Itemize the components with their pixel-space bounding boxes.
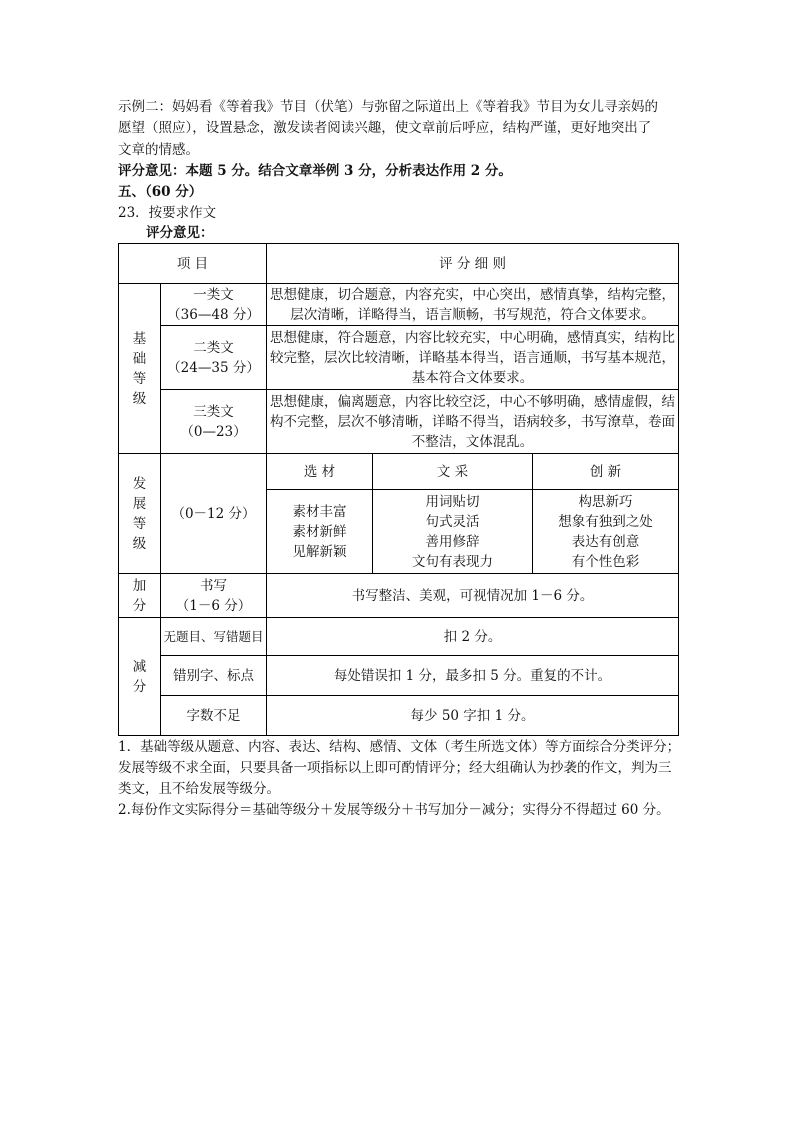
header-rules: 评 分 细 则 xyxy=(267,244,679,284)
question-title: 23．按要求作文 xyxy=(118,205,217,221)
note-2: 2.每份作文实际得分＝基础等级分＋发展等级分＋书写加分－减分；实得分不得超过 60 分。 xyxy=(118,802,670,818)
tier2-label: 二类文 （24—35 分） xyxy=(161,326,267,390)
add-description: 书写整洁、美观，可视情况加 1－6 分。 xyxy=(267,574,679,618)
tier1-description: 思想健康，切合题意，内容充实，中心突出，感情真挚，结构完整，层次清晰，详略得当，语言顺畅，书写规范，符合文体要求。 xyxy=(267,284,679,326)
header-item: 项 目 xyxy=(119,244,267,284)
dev-col-style-items: 用词贴切 句式灵活 善用修辞 文句有表现力 xyxy=(373,490,533,574)
sub3-label: 字数不足 xyxy=(161,696,267,736)
dev-col-style-header: 文 采 xyxy=(373,454,533,490)
intro-line-1: 示例二：妈妈看《等着我》节目（伏笔）与弥留之际道出上《等着我》节目为女儿寻亲妈的 xyxy=(118,99,658,115)
sub3-description: 每少 50 字扣 1 分。 xyxy=(267,696,679,736)
note-1: 1．基础等级从题意、内容、表达、结构、感情、文体（考生所选文体）等方面综合分类评分；发展等级不求全面，只要具备一项指标以上即可酌情评分；经大组确认为抄袭的作文，判为三类文，且不给发展等级分。 xyxy=(118,739,681,797)
sub1-description: 扣 2 分。 xyxy=(267,618,679,656)
tier1-label: 一类文 （36—48 分） xyxy=(161,284,267,326)
table-row xyxy=(119,390,679,454)
tier3-description: 思想健康，偏离题意，内容比较空泛，中心不够明确，感情虚假，结构不完整，层次不够清晰，详略不得当，语病较多，书写潦草，卷面不整洁，文体混乱。 xyxy=(267,390,679,454)
table-row xyxy=(119,696,679,736)
table-row xyxy=(119,656,679,696)
sub2-description: 每处错误扣 1 分，最多扣 5 分。重复的不计。 xyxy=(267,656,679,696)
scoring-note: 评分意见：本题 5 分。结合文章举例 3 分，分析表达作用 2 分。 xyxy=(118,163,512,179)
table-row xyxy=(119,326,679,390)
intro-line-3: 文章的情感。 xyxy=(118,142,199,158)
criteria-label: 评分意见： xyxy=(146,225,214,241)
add-label: 书写 （1－6 分） xyxy=(161,574,267,618)
dev-range: （0－12 分） xyxy=(161,454,267,574)
tier3-label: 三类文 （0—23） xyxy=(161,390,267,454)
table-row xyxy=(119,574,679,618)
dev-group-label: 发 展 等 级 xyxy=(119,454,161,574)
add-group-label: 加 分 xyxy=(119,574,161,618)
table-row xyxy=(119,618,679,656)
dev-col-selection-header: 选 材 xyxy=(267,454,373,490)
dev-col-innovation-header: 创 新 xyxy=(533,454,679,490)
sub1-label: 无题目、写错题目 xyxy=(161,618,267,656)
dev-col-selection-items: 素材丰富 素材新鲜 见解新颖 xyxy=(267,490,373,574)
tier2-description: 思想健康，符合题意，内容比较充实，中心明确，感情真实，结构比较完整，层次比较清晰，详略基本得当，语言通顺，书写基本规范，基本符合文体要求。 xyxy=(267,326,679,390)
section-heading: 五、（60 分） xyxy=(118,184,203,200)
table-row xyxy=(119,454,679,490)
sub2-label: 错别字、标点 xyxy=(161,656,267,696)
sub-group-label: 减 分 xyxy=(119,618,161,736)
scoring-table xyxy=(118,243,679,736)
basic-group-label: 基 础 等 级 xyxy=(119,284,161,454)
dev-col-innovation-items: 构思新巧 想象有独到之处 表达有创意 有个性色彩 xyxy=(533,490,679,574)
intro-line-2: 愿望（照应），设置悬念，激发读者阅读兴趣，使文章前后呼应，结构严谨，更好地突出了 xyxy=(118,120,652,136)
table-row xyxy=(119,284,679,326)
table-header-row xyxy=(119,244,679,284)
